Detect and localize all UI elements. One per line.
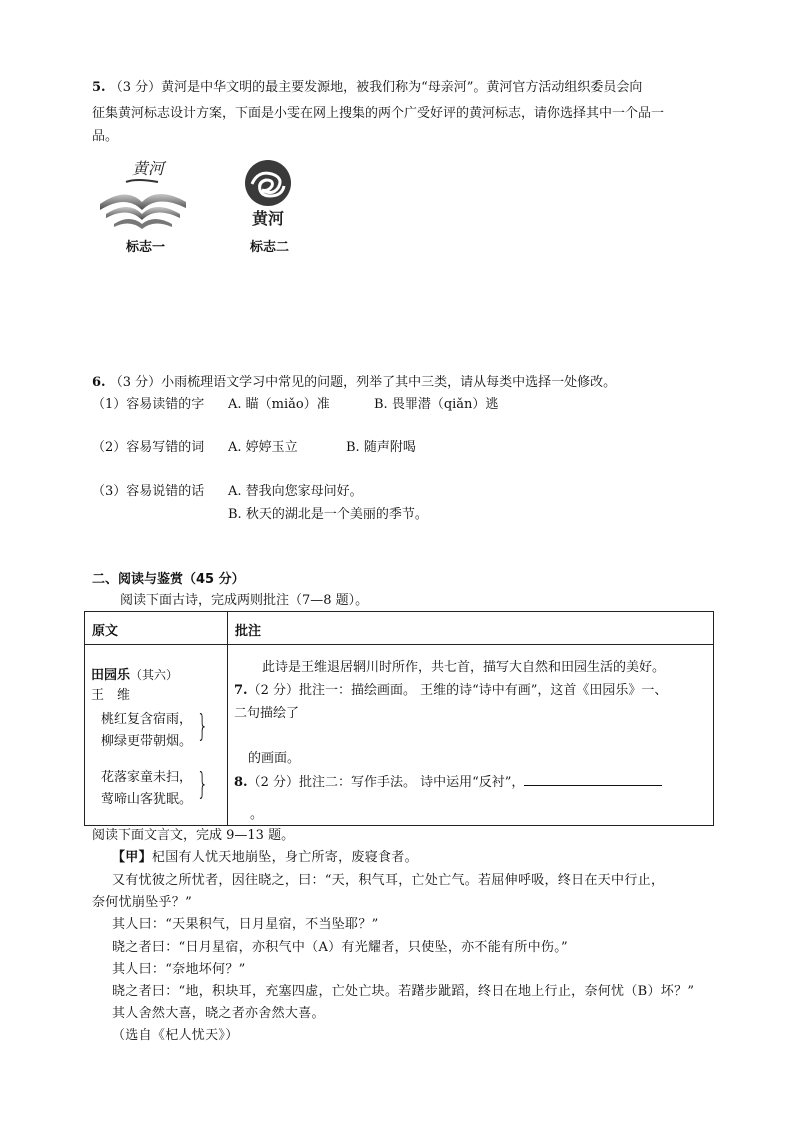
- q6-stem-line: [92, 375, 616, 391]
- poem-line-1: 桃红复含宿雨，: [101, 712, 193, 727]
- classical-line-1: [112, 850, 418, 866]
- q6-row-2-label: （2）容易写错的词: [92, 440, 205, 455]
- classical-line-6: 其人曰：“奈地坏何？”: [112, 962, 246, 977]
- q6-row-1-option-b: B. 畏罪潜（qiǎn）逃: [374, 397, 499, 412]
- svg-text:黄河: 黄河: [132, 159, 165, 178]
- q6-row-3-option-a: A. 替我向您家母问好。: [228, 484, 363, 499]
- poem-annotation-table: [84, 611, 714, 826]
- q6-stem: （3 分）小雨梳理语文学习中常见的问题，列举了其中三类，请从每类中选择一处修改。: [109, 375, 617, 390]
- q6-row-3-option-b: B. 秋天的湖北是一个美丽的季节。: [228, 507, 428, 522]
- section-two-intro: 阅读下面古诗，完成两则批注（7—8 题）。: [120, 593, 369, 608]
- q7-tail: 的画面。: [248, 751, 301, 766]
- poem-title-line: [91, 667, 178, 684]
- q8-number: 8.: [234, 775, 248, 790]
- poem-line-2: 柳绿更带朝烟。: [101, 734, 193, 749]
- classical-intro: 阅读下面文言文，完成 9—13 题。: [92, 828, 295, 843]
- q7-line-2: 二句描绘了: [234, 706, 300, 721]
- classical-line-7: 晓之者曰：“地，积块耳，充塞四虚，亡处亡块。若躇步跐蹈，终日在地上行止，奈何忧（B）坏？”: [112, 984, 695, 999]
- poem-subtitle: （其六）: [130, 668, 179, 682]
- classical-line-4: 其人曰：“天果积气，日月星宿，不当坠耶？”: [112, 917, 379, 932]
- q8-answer-blank[interactable]: [524, 773, 662, 786]
- poem-title: 田园乐: [91, 668, 131, 683]
- q8-stem: （2 分）批注二：写作手法。 诗中运用“反衬”，: [247, 775, 525, 790]
- q5-stem: （3 分）黄河是中华文明的最主要发源地，被我们称为“母亲河”。黄河官方活动组织委员会向: [109, 80, 643, 95]
- logo-one-image: [96, 152, 188, 232]
- brace-icon: }: [196, 709, 209, 744]
- logo-two-image: [238, 158, 298, 230]
- classical-line-5: 晓之者曰：“日月星宿，亦积气中（A）有光耀者，只使坠，亦不能有所中伤。”: [112, 940, 568, 955]
- table-header-original: 原文: [85, 612, 228, 645]
- q5-line-1: [92, 80, 642, 96]
- poem-line-4: 莺啼山客犹眠。: [101, 792, 193, 807]
- q6-row-3-label: （3）容易说错的话: [92, 484, 205, 499]
- annotation-intro: 此诗是王维退居辋川时所作，共七首，描写大自然和田园生活的美好。: [262, 660, 666, 675]
- poem-line-3: 花落家童未扫，: [101, 770, 193, 785]
- q8-tail: 。: [250, 807, 264, 822]
- logo-one-caption: 标志一: [126, 240, 166, 255]
- classical-line-8: 其人舍然大喜，晓之者亦舍然大喜。: [112, 1006, 325, 1021]
- annotation-cell: [228, 645, 714, 826]
- q5-line-2: 征集黄河标志设计方案，下面是小雯在网上搜集的两个广受好评的黄河标志，请你选择其中一个品一: [92, 106, 665, 121]
- poem-author: 王 维: [91, 688, 131, 703]
- svg-text:黄河: 黄河: [251, 209, 285, 228]
- q7-stem: （2 分）批注一：描绘画面。 王维的诗“诗中有画”，这首《田园乐》一、: [247, 683, 668, 698]
- poem-cell: [85, 645, 228, 826]
- q6-row-1-option-a: A. 瞄（miǎo）准: [228, 397, 330, 412]
- brace-icon: }: [196, 767, 209, 802]
- q6-row-2-option-a: A. 婷婷玉立: [228, 440, 298, 455]
- q7-line-1: [234, 683, 667, 699]
- classical-line-2: 又有忧彼之所忧者，因往晓之，曰：“天，积气耳，亡处亡气。若屈伸呼吸，终日在天中行止，: [112, 873, 665, 888]
- classical-line-3: 奈何忧崩坠乎？”: [92, 895, 193, 910]
- q5-number: 5.: [92, 80, 106, 95]
- classical-source: （选自《杞人忧天》）: [112, 1028, 239, 1043]
- q8-line: [234, 773, 662, 791]
- q6-row-1-label: （1）容易读错的字: [92, 397, 205, 412]
- q7-number: 7.: [234, 683, 248, 698]
- classical-text: 杞国有人忧天地崩坠，身亡所寄，废寝食者。: [151, 850, 418, 865]
- table-header-annotation: 批注: [228, 612, 714, 645]
- section-two-title: 二、阅读与鉴赏（45 分）: [92, 572, 245, 587]
- logo-two-caption: 标志二: [250, 240, 290, 255]
- q6-row-2-option-b: B. 随声附喝: [346, 440, 416, 455]
- q5-line-3: 品。: [92, 129, 119, 144]
- passage-label: 【甲】: [112, 850, 152, 865]
- q6-number: 6.: [92, 375, 106, 390]
